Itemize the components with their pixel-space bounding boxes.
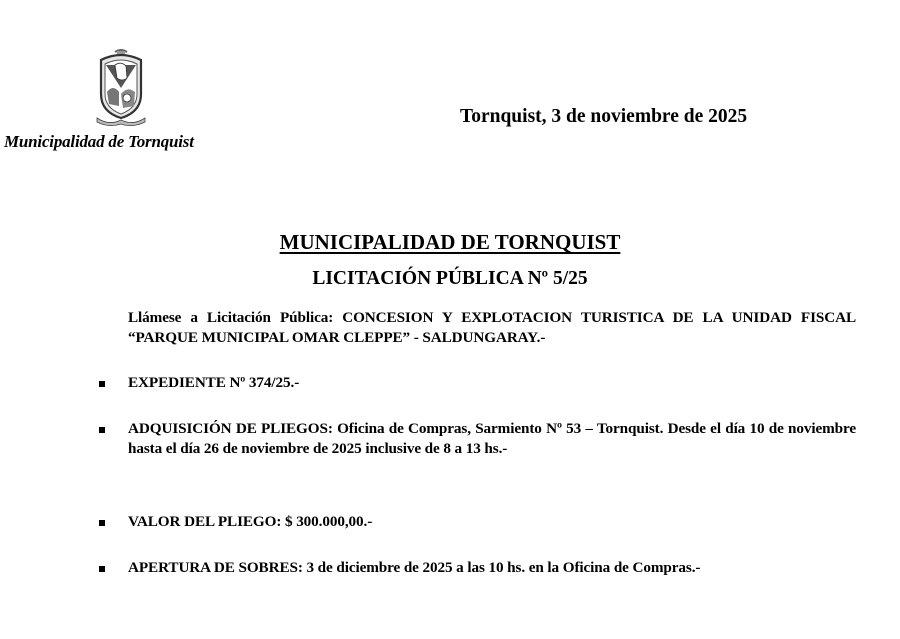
date-line: Tornquist, 3 de noviembre de 2025 xyxy=(460,106,748,127)
list-item-adquisicion: ADQUISICIÓN DE PLIEGOS: Oficina de Compras, Sarmiento Nº 53 – Tornquist. Desde el día 10 de noviembre hasta el día 26 de noviembre de 2025 inclusive de 8 a 13 hs.- xyxy=(128,420,856,457)
bullet-square-icon xyxy=(99,520,105,526)
list-item-apertura: APERTURA DE SOBRES: 3 de diciembre de 2025 a las 10 hs. en la Oficina de Compras.- xyxy=(128,559,701,576)
intro-paragraph: Llámese a Licitación Pública: CONCESION Y EXPLOTACION TURISTICA DE LA UNIDAD FISCAL “PARQUE MUNICIPAL OMAR CLEPPE” - SALDUNGARAY.- xyxy=(128,309,856,346)
document-title xyxy=(0,230,900,255)
municipal-crest-icon xyxy=(93,48,149,128)
bullet-square-icon xyxy=(99,427,105,433)
document-title-text: MUNICIPALIDAD DE TORNQUIST xyxy=(279,230,621,254)
bullet-square-icon xyxy=(99,381,105,387)
document-subtitle: LICITACIÓN PÚBLICA Nº 5/25 xyxy=(312,268,588,289)
bullet-square-icon xyxy=(99,566,105,572)
list-item-expediente: EXPEDIENTE Nº 374/25.- xyxy=(128,374,300,391)
list-item-valor: VALOR DEL PLIEGO: $ 300.000,00.- xyxy=(128,513,373,530)
organization-script-name: Municipalidad de Tornquist xyxy=(4,132,194,151)
